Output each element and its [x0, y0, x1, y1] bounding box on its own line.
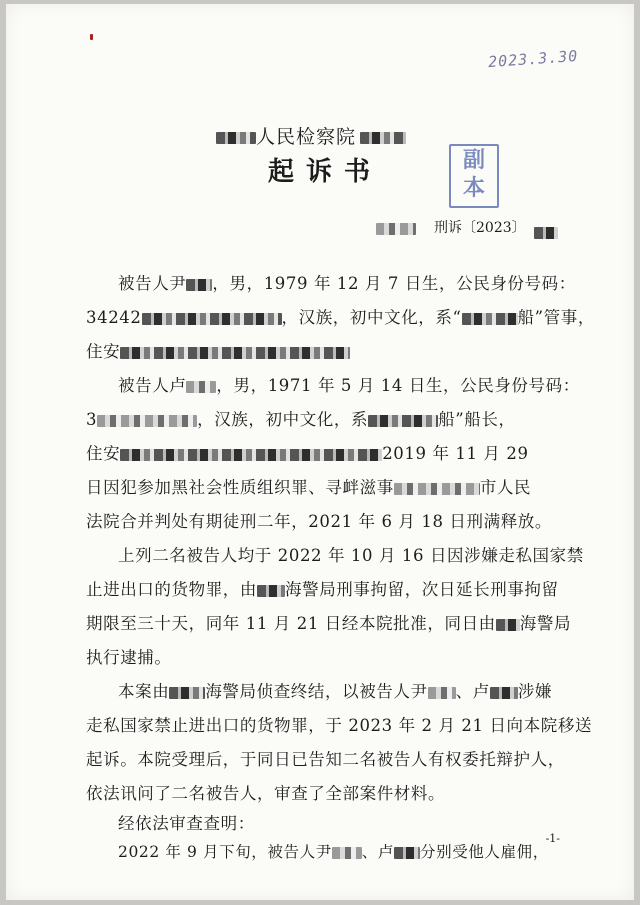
- text-line: 日因犯参加黑社会性质组织罪、寻衅滋事 市人民: [86, 478, 532, 497]
- text-line: 起诉。本院受理后，于同日已告知二名被告人有权委托辩护人，: [86, 750, 565, 769]
- redacted-block: [216, 132, 256, 144]
- redacted-block: [97, 415, 197, 427]
- text-line: 走私国家禁止进出口的货物罪，于 2023 年 2 月 21 日向本院移送: [86, 716, 593, 735]
- redacted-block: [360, 132, 406, 144]
- copy-stamp: 副 本: [449, 144, 499, 208]
- redacted-block: [186, 279, 212, 291]
- page-number: -1-: [545, 832, 560, 845]
- text-line: 住安: [86, 338, 350, 362]
- text-line: 执行逮捕。: [86, 648, 172, 667]
- redacted-block: [257, 585, 285, 597]
- redacted-block: [496, 619, 520, 631]
- handwritten-date: 2023.3.30: [487, 46, 579, 72]
- procuratorate-name: 人民检察院: [216, 122, 406, 149]
- redacted-block: [142, 313, 282, 325]
- redacted-block: [332, 847, 362, 859]
- redacted-block: [490, 687, 518, 699]
- text-line: 法院合并判处有期徒刑二年，2021 年 6 月 18 日刑满释放。: [86, 512, 553, 531]
- redacted-block: [534, 222, 558, 241]
- red-ink-mark: [90, 34, 93, 40]
- text-line: 依法讯问了二名被告人，审查了全部案件材料。: [86, 784, 446, 803]
- document-title: 起诉书: [268, 157, 383, 187]
- redacted-block: [428, 687, 456, 699]
- redacted-block: [394, 483, 480, 495]
- redacted-block: [376, 218, 416, 237]
- text-line: 经依法审查查明：: [118, 814, 255, 833]
- redacted-block: [186, 381, 216, 393]
- text-line: 期限至三十天，同年 11 月 21 日经本院批准，同日由 海警局: [86, 614, 572, 633]
- redacted-block: [120, 449, 382, 461]
- document-number: 刑诉〔2023〕: [434, 220, 526, 236]
- redacted-block: [169, 687, 205, 699]
- redacted-block: [120, 347, 350, 359]
- text-line: 上列二名被告人均于 2022 年 10 月 16 日因涉嫌走私国家禁: [118, 546, 584, 565]
- text-line: 2022 年 9 月下旬，被告人尹 、卢 分别受他人雇佣，: [118, 843, 549, 861]
- redacted-block: [394, 847, 420, 859]
- text-line: 本案由 海警局侦查终结，以被告人尹 、卢 涉嫌: [118, 682, 553, 701]
- text-line: 止进出口的货物罪，由 海警局刑事拘留，次日延长刑事拘留: [86, 580, 559, 599]
- text-line: 被告人尹 ，男，1979 年 12 月 7 日生，公民身份号码：: [118, 274, 576, 293]
- text-line: 被告人卢 ，男，1971 年 5 月 14 日生，公民身份号码：: [118, 376, 580, 395]
- text-line: 住安 2019 年 11 月 29: [86, 444, 529, 463]
- redacted-block: [462, 313, 518, 325]
- redacted-block: [368, 415, 438, 427]
- text-line: 34242 ，汉族，初中文化，系“ 船”管事，: [86, 308, 595, 327]
- text-line: 3 ，汉族，初中文化，系 船”船长，: [86, 410, 516, 429]
- document-page: [6, 4, 634, 900]
